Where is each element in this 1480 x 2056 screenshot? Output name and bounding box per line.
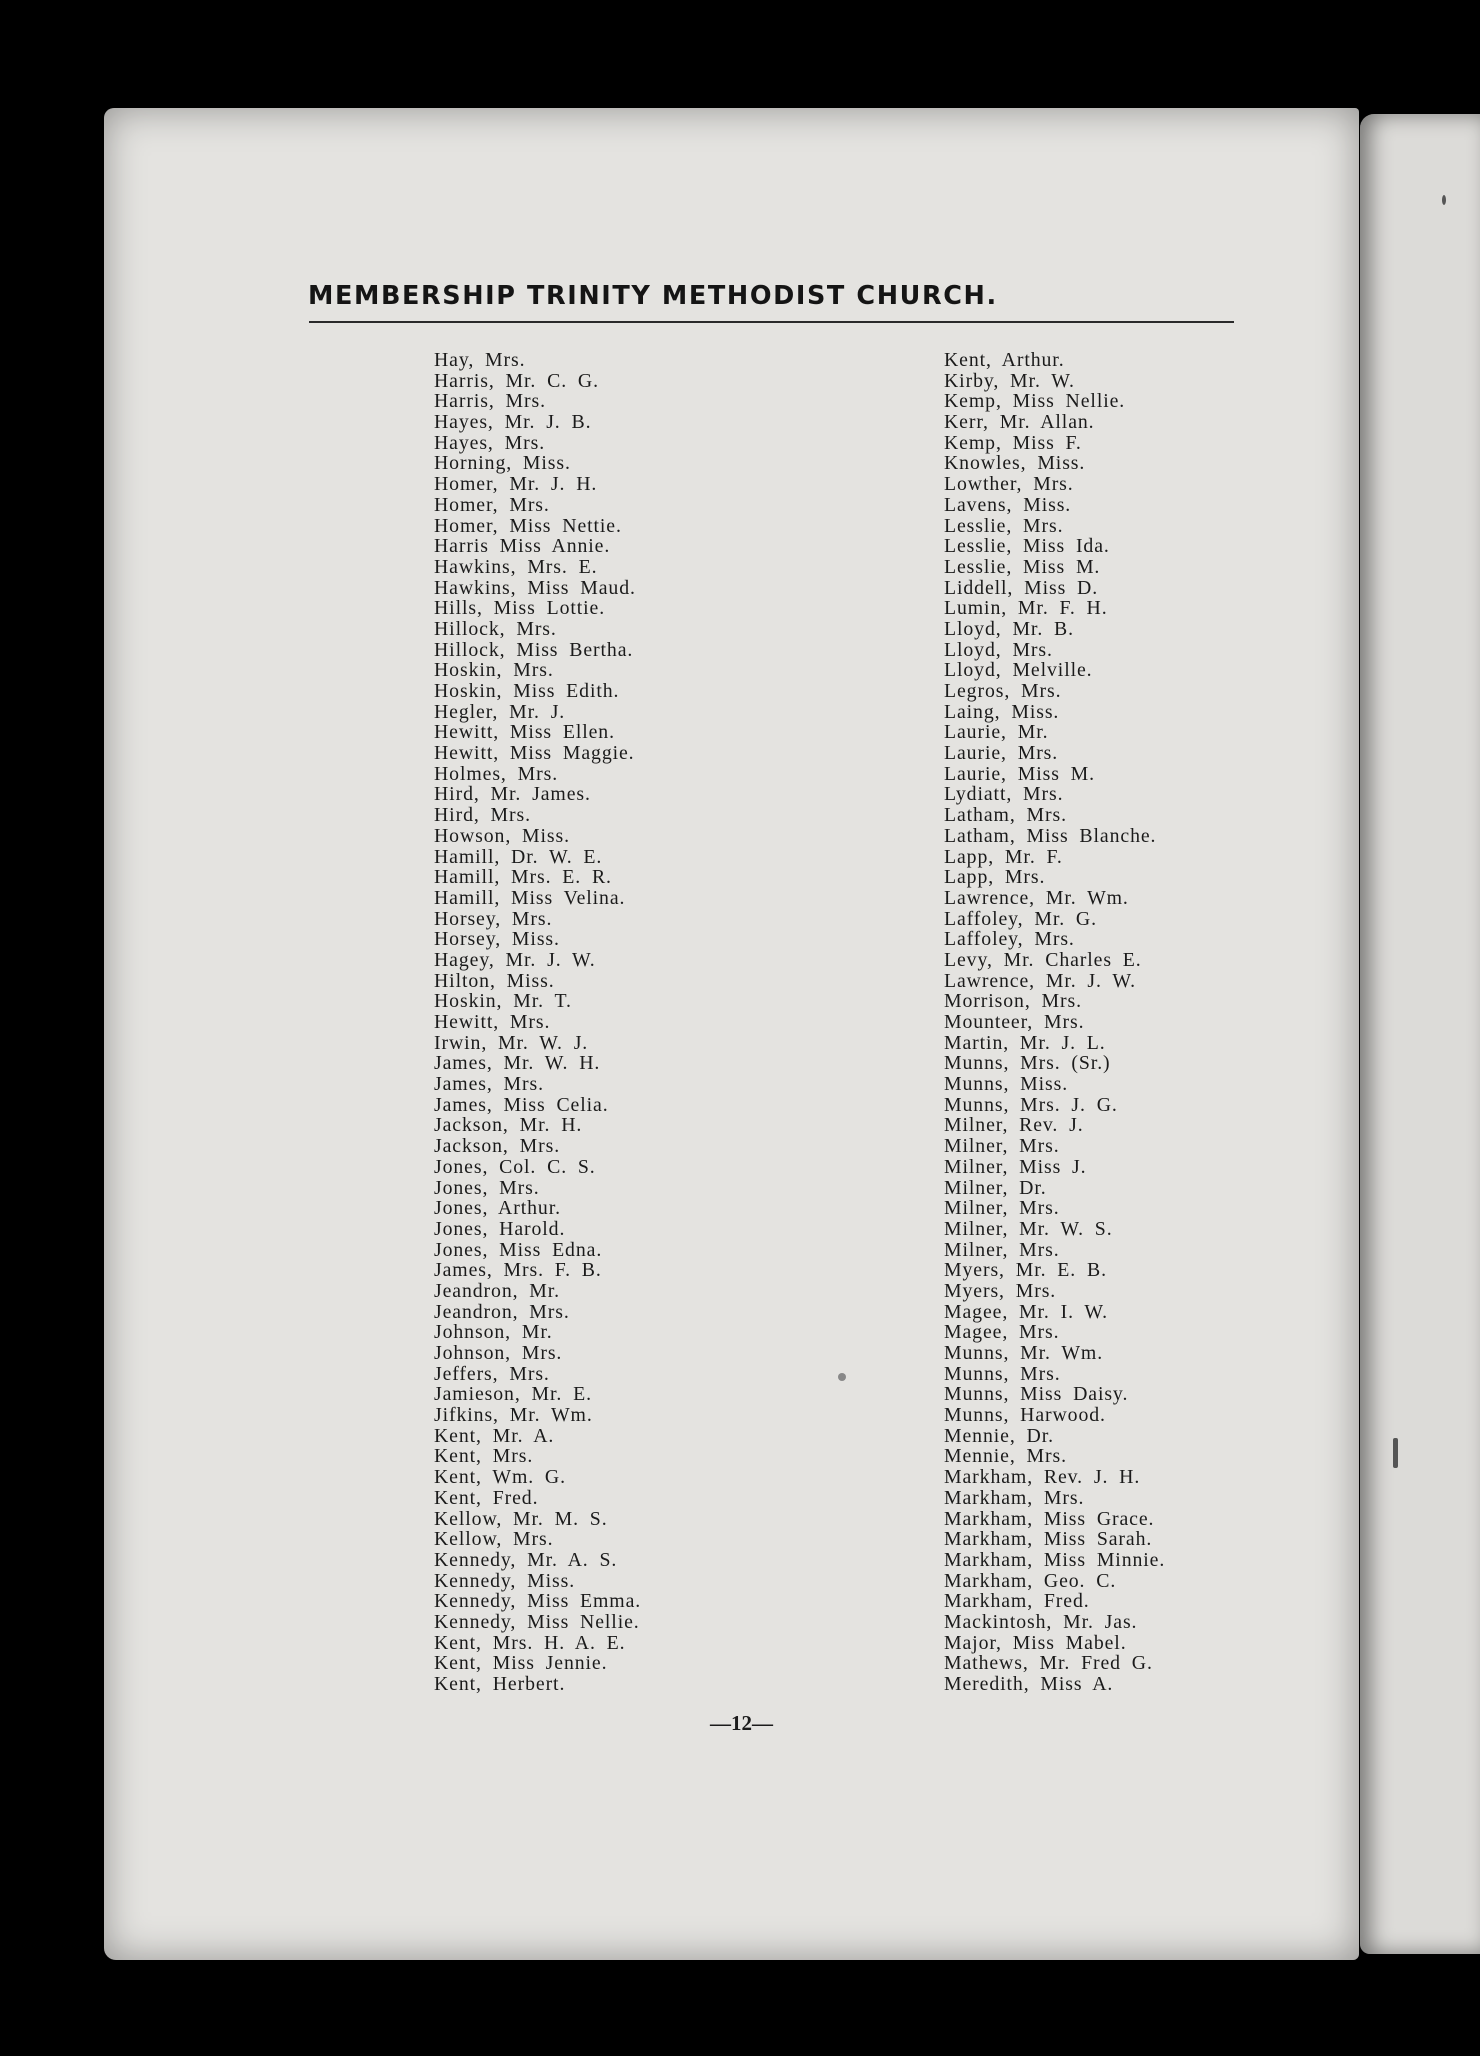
- header-rule: [309, 321, 1234, 323]
- member-entry: Major, Miss Mabel.: [944, 1631, 1127, 1654]
- member-entry: Lawrence, Mr. Wm.: [944, 886, 1129, 909]
- member-entry: Lloyd, Melville.: [944, 659, 1093, 682]
- member-entry: Laurie, Mr.: [944, 721, 1049, 744]
- member-entry: Munns, Mrs. (Sr.): [944, 1052, 1111, 1075]
- member-entry: Hawkins, Miss Maud.: [434, 576, 636, 599]
- member-entry: Laing, Miss.: [944, 700, 1060, 723]
- member-entry: Kent, Fred.: [434, 1486, 539, 1509]
- member-list-left: [434, 350, 641, 1695]
- member-entry: Hayes, Mr. J. B.: [434, 411, 592, 434]
- member-entry: Markham, Miss Grace.: [944, 1507, 1155, 1530]
- page-header-title: MEMBERSHIP TRINITY METHODIST CHURCH.: [308, 281, 998, 311]
- member-entry: Laurie, Miss M.: [944, 762, 1095, 785]
- page-number: —12—: [710, 1711, 773, 1735]
- member-entry: Kellow, Mr. M. S.: [434, 1507, 608, 1530]
- member-entry: Mounteer, Mrs.: [944, 1011, 1085, 1033]
- scan-speck: [1393, 1438, 1398, 1468]
- member-entry: Kirby, Mr. W.: [944, 369, 1075, 392]
- member-entry: Latham, Mrs.: [944, 804, 1067, 827]
- member-entry: Hilton, Miss.: [434, 969, 555, 992]
- member-entry: Kennedy, Miss.: [434, 1569, 576, 1592]
- member-entry: Jeffers, Mrs.: [434, 1362, 550, 1385]
- member-entry: Munns, Harwood.: [944, 1404, 1106, 1427]
- member-entry: Knowles, Miss.: [944, 452, 1086, 475]
- member-entry: Lloyd, Mr. B.: [944, 617, 1074, 640]
- member-entry: Latham, Miss Blanche.: [944, 824, 1157, 847]
- member-entry: Lapp, Mrs.: [944, 866, 1046, 889]
- member-entry: Laffoley, Mrs.: [944, 928, 1075, 951]
- member-entry: Jones, Harold.: [434, 1217, 566, 1240]
- member-entry: Munns, Mrs.: [944, 1362, 1061, 1385]
- member-entry: Howson, Miss.: [434, 824, 570, 847]
- member-entry: Irwin, Mr. W. J.: [434, 1031, 589, 1054]
- member-entry: Meredith, Miss A.: [944, 1673, 1114, 1695]
- member-entry: Jifkins, Mr. Wm.: [434, 1404, 593, 1427]
- member-entry: Kennedy, Mr. A. S.: [434, 1548, 618, 1571]
- member-entry: Milner, Miss J.: [944, 1155, 1087, 1178]
- member-entry: Hillock, Miss Bertha.: [434, 638, 634, 661]
- member-entry: Milner, Rev. J.: [944, 1114, 1084, 1137]
- member-entry: Kerr, Mr. Allan.: [944, 411, 1095, 434]
- member-entry: Hoskin, Mrs.: [434, 659, 554, 682]
- member-entry: Milner, Mr. W. S.: [944, 1217, 1113, 1240]
- member-entry: Jones, Col. C. S.: [434, 1155, 596, 1178]
- member-entry: Hewitt, Mrs.: [434, 1011, 551, 1033]
- member-entry: Markham, Mrs.: [944, 1486, 1085, 1509]
- member-entry: Lawrence, Mr. J. W.: [944, 969, 1136, 992]
- member-entry: James, Mr. W. H.: [434, 1052, 601, 1075]
- member-entry: Kent, Arthur.: [944, 349, 1065, 371]
- member-entry: Jones, Mrs.: [434, 1176, 540, 1199]
- member-entry: Hoskin, Miss Edith.: [434, 680, 620, 702]
- document-page: [104, 108, 1359, 1960]
- member-entry: Hewitt, Miss Ellen.: [434, 721, 615, 744]
- member-entry: Lavens, Miss.: [944, 493, 1072, 516]
- member-entry: Legros, Mrs.: [944, 680, 1062, 702]
- member-entry: Johnson, Mr.: [434, 1321, 553, 1344]
- member-entry: Markham, Miss Minnie.: [944, 1548, 1166, 1571]
- member-entry: Hayes, Mrs.: [434, 431, 546, 454]
- member-entry: Kent, Herbert.: [434, 1673, 566, 1695]
- member-entry: Harris, Mrs.: [434, 390, 546, 413]
- member-entry: Kent, Mrs. H. A. E.: [434, 1631, 626, 1654]
- member-entry: Martin, Mr. J. L.: [944, 1031, 1106, 1054]
- member-entry: Markham, Rev. J. H.: [944, 1466, 1141, 1489]
- member-entry: Myers, Mr. E. B.: [944, 1259, 1107, 1282]
- member-entry: Hills, Miss Lottie.: [434, 597, 606, 620]
- member-entry: Kent, Mr. A.: [434, 1424, 555, 1447]
- member-entry: Jackson, Mrs.: [434, 1135, 561, 1158]
- member-entry: Milner, Mrs.: [944, 1238, 1060, 1261]
- member-entry: Mackintosh, Mr. Jas.: [944, 1610, 1138, 1633]
- member-entry: Lapp, Mr. F.: [944, 845, 1063, 868]
- member-entry: Kennedy, Miss Emma.: [434, 1590, 642, 1613]
- member-entry: Kemp, Miss F.: [944, 431, 1082, 454]
- member-entry: Morrison, Mrs.: [944, 990, 1082, 1013]
- member-entry: Hamill, Dr. W. E.: [434, 845, 603, 868]
- member-entry: Liddell, Miss D.: [944, 576, 1099, 599]
- member-entry: Harris, Mr. C. G.: [434, 369, 599, 392]
- member-entry: Hay, Mrs.: [434, 349, 526, 371]
- member-entry: Markham, Geo. C.: [944, 1569, 1117, 1592]
- member-entry: Hagey, Mr. J. W.: [434, 948, 596, 971]
- member-entry: Hawkins, Mrs. E.: [434, 555, 598, 578]
- member-entry: Homer, Mrs.: [434, 493, 550, 516]
- scan-speck: [838, 1373, 846, 1381]
- member-entry: Jeandron, Mrs.: [434, 1300, 570, 1323]
- member-list-right: [944, 350, 1165, 1695]
- member-entry: Jackson, Mr. H.: [434, 1114, 583, 1137]
- member-entry: Mathews, Mr. Fred G.: [944, 1652, 1153, 1675]
- member-entry: James, Mrs. F. B.: [434, 1259, 602, 1282]
- member-entry: Harris Miss Annie.: [434, 535, 611, 558]
- member-entry: Horsey, Miss.: [434, 928, 560, 951]
- member-entry: Hegler, Mr. J.: [434, 700, 566, 723]
- member-entry: Homer, Mr. J. H.: [434, 473, 598, 496]
- member-entry: Hillock, Mrs.: [434, 617, 557, 640]
- member-entry: Milner, Mrs.: [944, 1197, 1060, 1220]
- member-entry: Munns, Miss.: [944, 1073, 1069, 1096]
- member-entry: Johnson, Mrs.: [434, 1342, 563, 1364]
- member-entry: James, Miss Celia.: [434, 1093, 609, 1116]
- member-entry: Jeandron, Mr.: [434, 1279, 561, 1302]
- member-entry: Hamill, Mrs. E. R.: [434, 866, 612, 889]
- member-entry: Kent, Miss Jennie.: [434, 1652, 608, 1675]
- member-entry: Lowther, Mrs.: [944, 473, 1074, 496]
- member-entry: Munns, Mr. Wm.: [944, 1342, 1104, 1364]
- member-entry: Laurie, Mrs.: [944, 742, 1059, 765]
- member-entry: Jones, Miss Edna.: [434, 1238, 603, 1261]
- member-entry: Hird, Mrs.: [434, 804, 531, 827]
- member-entry: Lydiatt, Mrs.: [944, 783, 1064, 806]
- member-entry: Markham, Fred.: [944, 1590, 1090, 1613]
- member-entry: James, Mrs.: [434, 1073, 544, 1096]
- member-entry: Magee, Mr. I. W.: [944, 1300, 1109, 1323]
- member-entry: Kent, Mrs.: [434, 1445, 534, 1468]
- member-entry: Jamieson, Mr. E.: [434, 1383, 592, 1406]
- member-entry: Hoskin, Mr. T.: [434, 990, 572, 1013]
- member-entry: Hird, Mr. James.: [434, 783, 591, 806]
- member-entry: Myers, Mrs.: [944, 1279, 1057, 1302]
- member-entry: Magee, Mrs.: [944, 1321, 1060, 1344]
- member-entry: Homer, Miss Nettie.: [434, 514, 622, 537]
- member-entry: Kent, Wm. G.: [434, 1466, 566, 1489]
- member-entry: Horsey, Mrs.: [434, 907, 553, 930]
- facing-page-edge: [1360, 114, 1480, 1954]
- member-entry: Levy, Mr. Charles E.: [944, 948, 1142, 971]
- member-entry: Hamill, Miss Velina.: [434, 886, 626, 909]
- member-entry: Milner, Mrs.: [944, 1135, 1060, 1158]
- scan-speck: [1442, 195, 1446, 205]
- member-entry: Mennie, Dr.: [944, 1424, 1054, 1447]
- member-entry: Mennie, Mrs.: [944, 1445, 1067, 1468]
- member-entry: Lesslie, Miss Ida.: [944, 535, 1110, 558]
- member-entry: Kennedy, Miss Nellie.: [434, 1610, 640, 1633]
- member-entry: Lesslie, Miss M.: [944, 555, 1101, 578]
- member-entry: Kellow, Mrs.: [434, 1528, 554, 1551]
- member-entry: Munns, Miss Daisy.: [944, 1383, 1129, 1406]
- member-entry: Kemp, Miss Nellie.: [944, 390, 1126, 413]
- member-entry: Markham, Miss Sarah.: [944, 1528, 1153, 1551]
- member-entry: Jones, Arthur.: [434, 1197, 561, 1220]
- member-entry: Lumin, Mr. F. H.: [944, 597, 1108, 620]
- member-entry: Holmes, Mrs.: [434, 762, 559, 785]
- member-entry: Laffoley, Mr. G.: [944, 907, 1097, 930]
- member-entry: Lesslie, Mrs.: [944, 514, 1064, 537]
- member-entry: Lloyd, Mrs.: [944, 638, 1053, 661]
- member-entry: Milner, Dr.: [944, 1176, 1047, 1199]
- member-entry: Hewitt, Miss Maggie.: [434, 742, 635, 765]
- member-entry: Horning, Miss.: [434, 452, 571, 475]
- member-entry: Munns, Mrs. J. G.: [944, 1093, 1118, 1116]
